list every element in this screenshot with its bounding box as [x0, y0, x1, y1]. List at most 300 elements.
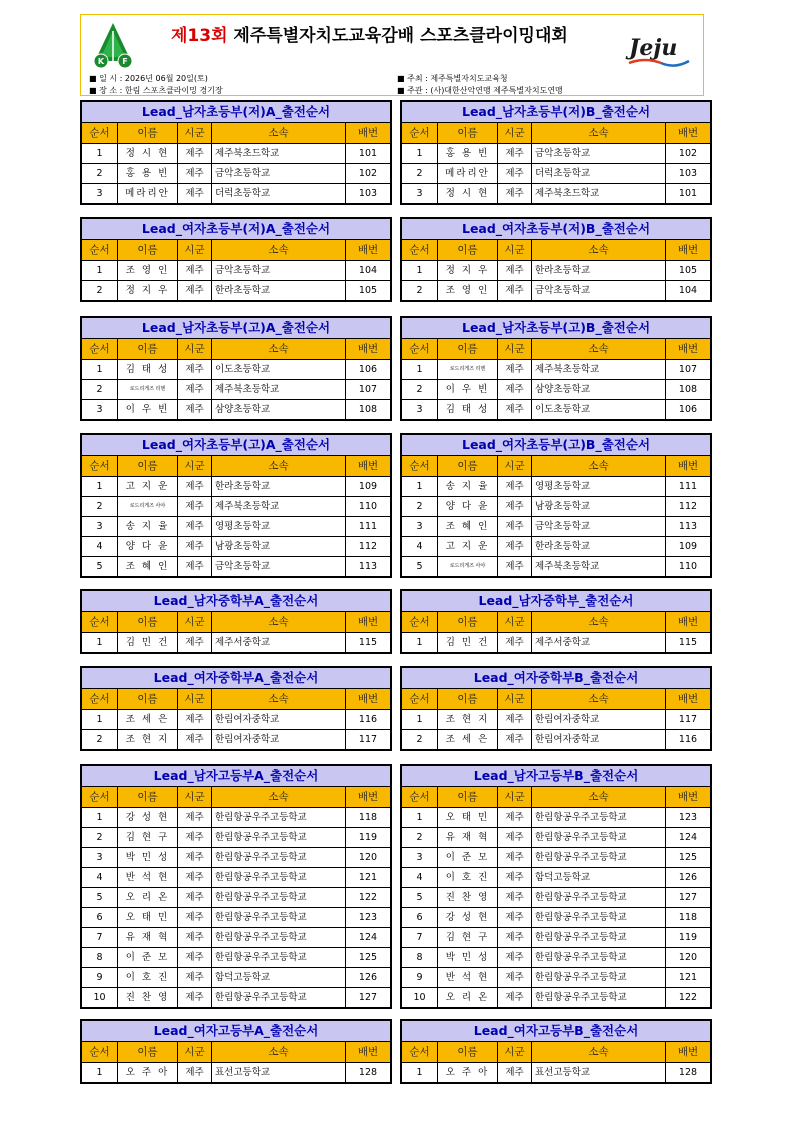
- table-cell: 제주: [178, 710, 212, 729]
- table-cell: 한림항공우주고등학교: [532, 808, 666, 827]
- title-name: 제주특별자치도교육감배 스포츠클라이밍대회: [227, 26, 568, 46]
- table-cell: 2: [402, 730, 438, 749]
- table-cell: 박 민 성: [438, 948, 498, 967]
- table-cell: 표선고등학교: [532, 1063, 666, 1082]
- column-header: 배번: [677, 244, 699, 256]
- table-cell: 제주: [498, 948, 532, 967]
- table-cell: 제주: [178, 948, 212, 967]
- table-cell: 123: [678, 812, 698, 823]
- column-header: 순서: [402, 240, 438, 260]
- column-header: 소속: [532, 689, 666, 709]
- table-cell: 고 지 운: [118, 477, 178, 496]
- table-cell: 한림여자중학교: [212, 730, 346, 749]
- start-order-table: [80, 589, 392, 654]
- table-cell: 오 리 온: [438, 988, 498, 1007]
- table-cell: 113: [678, 521, 698, 532]
- logo-letter-f: F: [122, 57, 128, 66]
- table-cell: 5: [402, 557, 438, 576]
- column-header: 배번: [357, 244, 379, 256]
- column-header: 배번: [677, 693, 699, 705]
- jeju-logo-text: Jeju: [629, 35, 678, 61]
- table-header: [402, 240, 710, 261]
- table-cell: 제주: [498, 888, 532, 907]
- table-cell: 제주: [498, 633, 532, 652]
- table-cell: 111: [678, 481, 698, 492]
- table-cell: 124: [358, 932, 378, 943]
- start-order-table: [400, 316, 712, 421]
- table-cell: 한림항공우주고등학교: [532, 968, 666, 987]
- table-cell: 유 재 혁: [118, 928, 178, 947]
- table-cell: 홍 용 빈: [118, 164, 178, 183]
- table-cell: 한림항공우주고등학교: [532, 908, 666, 927]
- table-cell: 한라초등학교: [212, 477, 346, 496]
- table-cell: 제주: [178, 281, 212, 300]
- column-header: 소속: [532, 612, 666, 632]
- start-order-table: [400, 666, 712, 751]
- start-order-table: [400, 764, 712, 1009]
- table-row: [402, 828, 710, 848]
- column-header: 이름: [118, 689, 178, 709]
- table-cell: 로드리게즈 리헨: [438, 360, 498, 379]
- event-date: ■ 일 시 : 2026년 06월 20일(토): [89, 74, 208, 83]
- table-row: [402, 400, 710, 419]
- table-cell: 6: [402, 908, 438, 927]
- table-cell: 금악초등학교: [212, 164, 346, 183]
- table-cell: 125: [358, 952, 378, 963]
- table-row: [402, 988, 710, 1007]
- table-cell: 조 현 지: [118, 730, 178, 749]
- column-header: 순서: [402, 123, 438, 143]
- table-cell: 105: [678, 265, 698, 276]
- table-cell: 108: [358, 404, 378, 415]
- table-row: [402, 948, 710, 968]
- table-cell: 제주: [498, 968, 532, 987]
- table-cell: 127: [358, 992, 378, 1003]
- table-cell: 1: [402, 1063, 438, 1082]
- column-header: 이름: [438, 1042, 498, 1062]
- table-cell: 2: [82, 281, 118, 300]
- table-row: [82, 968, 390, 988]
- table-cell: 111: [358, 521, 378, 532]
- table-cell: 101: [678, 188, 698, 199]
- table-cell: 함덕고등학교: [532, 868, 666, 887]
- table-row: [402, 968, 710, 988]
- table-row: [82, 477, 390, 497]
- event-venue: ■ 장 소 : 한림 스포츠클라이밍 경기장: [89, 86, 223, 95]
- table-row: [402, 557, 710, 576]
- table-row: [82, 828, 390, 848]
- table-cell: 제주: [498, 868, 532, 887]
- table-title: Lead_여자초등부(고)B_출전순서: [402, 435, 710, 456]
- table-row: [402, 888, 710, 908]
- table-cell: 금악초등학교: [212, 557, 346, 576]
- table-cell: 더럭초등학교: [532, 164, 666, 183]
- table-row: [82, 164, 390, 184]
- table-row: [82, 633, 390, 652]
- table-cell: 1: [402, 477, 438, 496]
- federation-logo-icon: [91, 21, 135, 75]
- table-cell: 조 영 인: [438, 281, 498, 300]
- table-cell: 고 지 운: [438, 537, 498, 556]
- table-cell: 한림항공우주고등학교: [212, 948, 346, 967]
- table-row: [402, 730, 710, 749]
- table-cell: 제주: [178, 968, 212, 987]
- table-cell: 김 태 성: [118, 360, 178, 379]
- table-cell: 106: [358, 364, 378, 375]
- column-header: 배번: [357, 343, 379, 355]
- column-header: 이름: [438, 612, 498, 632]
- table-row: [402, 164, 710, 184]
- table-cell: 3: [82, 517, 118, 536]
- table-cell: 제주: [178, 730, 212, 749]
- table-cell: 제주: [498, 400, 532, 419]
- table-cell: 로드리게즈 리헨: [118, 380, 178, 399]
- table-cell: 한림항공우주고등학교: [532, 888, 666, 907]
- column-header: 순서: [402, 456, 438, 476]
- table-cell: 제주: [498, 908, 532, 927]
- table-cell: 102: [678, 148, 698, 159]
- table-row: [402, 868, 710, 888]
- table-title: Lead_남자중학부_출전순서: [402, 591, 710, 612]
- table-cell: 115: [678, 637, 698, 648]
- column-header: 순서: [82, 787, 118, 807]
- column-header: 시군: [498, 456, 532, 476]
- table-cell: 양 다 윤: [118, 537, 178, 556]
- table-row: [82, 517, 390, 537]
- table-cell: 1: [82, 808, 118, 827]
- table-cell: 제주: [178, 557, 212, 576]
- column-header: 소속: [532, 787, 666, 807]
- table-cell: 2: [402, 281, 438, 300]
- table-cell: 6: [82, 908, 118, 927]
- column-header: 시군: [498, 1042, 532, 1062]
- table-cell: 제주: [498, 144, 532, 163]
- table-cell: 124: [678, 832, 698, 843]
- table-cell: 이도초등학교: [212, 360, 346, 379]
- table-cell: 한림항공우주고등학교: [532, 928, 666, 947]
- column-header: 순서: [402, 787, 438, 807]
- table-cell: 이 우 빈: [118, 400, 178, 419]
- table-cell: 제주: [498, 808, 532, 827]
- table-cell: 이 우 빈: [438, 380, 498, 399]
- table-title: Lead_여자중학부B_출전순서: [402, 668, 710, 689]
- column-header: 소속: [212, 787, 346, 807]
- table-cell: 105: [358, 285, 378, 296]
- table-row: [402, 517, 710, 537]
- table-cell: 더럭초등학교: [212, 184, 346, 203]
- column-header: 시군: [498, 787, 532, 807]
- table-cell: 9: [402, 968, 438, 987]
- table-cell: 2: [82, 497, 118, 516]
- table-cell: 조 세 은: [118, 710, 178, 729]
- table-row: [82, 868, 390, 888]
- table-cell: 2: [82, 730, 118, 749]
- table-cell: 김 현 구: [118, 828, 178, 847]
- table-cell: 1: [82, 360, 118, 379]
- table-cell: 한림항공우주고등학교: [212, 988, 346, 1007]
- column-header: 배번: [677, 1046, 699, 1058]
- table-cell: 107: [678, 364, 698, 375]
- table-cell: 제주: [498, 928, 532, 947]
- table-row: [402, 633, 710, 652]
- table-cell: 3: [82, 184, 118, 203]
- table-row: [82, 908, 390, 928]
- table-cell: 제주: [498, 828, 532, 847]
- table-row: [82, 988, 390, 1007]
- table-cell: 영평초등학교: [212, 517, 346, 536]
- table-row: [402, 477, 710, 497]
- table-cell: 1: [402, 633, 438, 652]
- table-cell: 120: [678, 952, 698, 963]
- start-order-table: [80, 316, 392, 421]
- table-cell: 제주: [178, 868, 212, 887]
- table-title: Lead_남자초등부(고)B_출전순서: [402, 318, 710, 339]
- table-cell: 5: [82, 888, 118, 907]
- table-cell: 104: [358, 265, 378, 276]
- table-header: [402, 456, 710, 477]
- table-cell: 제주: [178, 261, 212, 280]
- title-edition: 제13회: [171, 26, 228, 46]
- table-cell: 한림항공우주고등학교: [532, 988, 666, 1007]
- event-host: ■ 주최 : 제주특별자치도교육청: [397, 74, 508, 83]
- column-header: 소속: [212, 240, 346, 260]
- table-header: [82, 339, 390, 360]
- table-cell: 김 민 건: [118, 633, 178, 652]
- table-cell: 118: [678, 912, 698, 923]
- table-cell: 금악초등학교: [532, 517, 666, 536]
- table-cell: 메라리안: [438, 164, 498, 183]
- column-header: 배번: [677, 343, 699, 355]
- table-cell: 한림항공우주고등학교: [532, 948, 666, 967]
- table-cell: 오 주 아: [118, 1063, 178, 1082]
- table-row: [402, 1063, 710, 1082]
- table-title: Lead_여자중학부A_출전순서: [82, 668, 390, 689]
- table-cell: 7: [82, 928, 118, 947]
- table-title: Lead_남자중학부A_출전순서: [82, 591, 390, 612]
- table-cell: 제주: [498, 517, 532, 536]
- table-row: [82, 360, 390, 380]
- table-cell: 128: [678, 1067, 698, 1078]
- table-header: [82, 787, 390, 808]
- table-cell: 이 준 모: [438, 848, 498, 867]
- table-cell: 제주: [498, 261, 532, 280]
- table-cell: 제주: [498, 710, 532, 729]
- table-cell: 9: [82, 968, 118, 987]
- start-order-table: [80, 1019, 392, 1084]
- table-cell: 조 혜 인: [438, 517, 498, 536]
- table-cell: 제주: [498, 360, 532, 379]
- table-cell: 제주: [178, 477, 212, 496]
- start-order-table: [80, 666, 392, 751]
- table-cell: 제주: [498, 477, 532, 496]
- table-cell: 1: [82, 144, 118, 163]
- table-cell: 2: [82, 828, 118, 847]
- table-cell: 119: [358, 832, 378, 843]
- table-cell: 한라초등학교: [212, 281, 346, 300]
- table-cell: 남광초등학교: [212, 537, 346, 556]
- table-cell: 금악초등학교: [532, 281, 666, 300]
- table-cell: 제주북초등학교: [532, 360, 666, 379]
- table-cell: 1: [402, 360, 438, 379]
- table-cell: 제주: [178, 184, 212, 203]
- table-cell: 2: [402, 497, 438, 516]
- column-header: 배번: [357, 693, 379, 705]
- table-cell: 2: [82, 164, 118, 183]
- start-order-table: [80, 433, 392, 578]
- table-row: [82, 380, 390, 400]
- column-header: 순서: [82, 339, 118, 359]
- table-cell: 1: [82, 261, 118, 280]
- column-header: 이름: [118, 123, 178, 143]
- start-order-table: [400, 100, 712, 205]
- column-header: 소속: [212, 612, 346, 632]
- table-cell: 제주: [178, 928, 212, 947]
- column-header: 시군: [178, 240, 212, 260]
- column-header: 이름: [118, 612, 178, 632]
- column-header: 시군: [498, 339, 532, 359]
- table-cell: 3: [402, 848, 438, 867]
- table-cell: 한림항공우주고등학교: [212, 888, 346, 907]
- table-cell: 이도초등학교: [532, 400, 666, 419]
- column-header: 이름: [118, 1042, 178, 1062]
- table-cell: 103: [358, 188, 378, 199]
- table-cell: 홍 용 빈: [438, 144, 498, 163]
- table-cell: 1: [82, 1063, 118, 1082]
- column-header: 순서: [82, 240, 118, 260]
- column-header: 순서: [82, 1042, 118, 1062]
- table-cell: 한림항공우주고등학교: [212, 928, 346, 947]
- start-order-table: [400, 1019, 712, 1084]
- table-cell: 106: [678, 404, 698, 415]
- table-cell: 117: [358, 734, 378, 745]
- table-cell: 109: [678, 541, 698, 552]
- table-cell: 제주: [178, 497, 212, 516]
- table-header: [82, 123, 390, 144]
- table-cell: 로드리게즈 사야: [118, 497, 178, 516]
- table-cell: 제주: [498, 281, 532, 300]
- column-header: 시군: [178, 612, 212, 632]
- table-cell: 122: [358, 892, 378, 903]
- table-cell: 제주: [498, 848, 532, 867]
- table-row: [82, 537, 390, 557]
- column-header: 배번: [357, 460, 379, 472]
- column-header: 이름: [438, 123, 498, 143]
- table-cell: 3: [402, 517, 438, 536]
- table-title: Lead_여자고등부B_출전순서: [402, 1021, 710, 1042]
- table-cell: 정 지 우: [118, 281, 178, 300]
- column-header: 이름: [438, 689, 498, 709]
- column-header: 시군: [498, 612, 532, 632]
- table-title: Lead_여자고등부A_출전순서: [82, 1021, 390, 1042]
- column-header: 이름: [438, 787, 498, 807]
- table-cell: 제주: [178, 1063, 212, 1082]
- column-header: 소속: [532, 456, 666, 476]
- column-header: 시군: [178, 689, 212, 709]
- table-row: [82, 497, 390, 517]
- table-row: [82, 261, 390, 281]
- column-header: 배번: [357, 791, 379, 803]
- table-cell: 1: [402, 144, 438, 163]
- column-header: 시군: [178, 123, 212, 143]
- table-cell: 제주북초드학교: [212, 144, 346, 163]
- column-header: 이름: [118, 240, 178, 260]
- column-header: 배번: [357, 127, 379, 139]
- table-cell: 박 민 성: [118, 848, 178, 867]
- table-row: [82, 1063, 390, 1082]
- table-cell: 127: [678, 892, 698, 903]
- table-cell: 101: [358, 148, 378, 159]
- table-row: [82, 144, 390, 164]
- column-header: 시군: [178, 456, 212, 476]
- table-cell: 제주: [178, 848, 212, 867]
- table-row: [402, 908, 710, 928]
- table-cell: 진 찬 영: [438, 888, 498, 907]
- column-header: 이름: [438, 240, 498, 260]
- table-row: [402, 710, 710, 730]
- table-cell: 조 현 지: [438, 710, 498, 729]
- table-cell: 조 세 은: [438, 730, 498, 749]
- column-header: 소속: [532, 1042, 666, 1062]
- table-row: [82, 184, 390, 203]
- column-header: 이름: [118, 339, 178, 359]
- table-header: [82, 456, 390, 477]
- table-cell: 110: [358, 501, 378, 512]
- table-cell: 정 지 우: [438, 261, 498, 280]
- table-cell: 1: [402, 808, 438, 827]
- table-cell: 112: [358, 541, 378, 552]
- table-cell: 제주: [498, 497, 532, 516]
- table-cell: 오 태 민: [118, 908, 178, 927]
- table-cell: 이 준 모: [118, 948, 178, 967]
- table-cell: 제주: [178, 380, 212, 399]
- table-row: [82, 710, 390, 730]
- table-cell: 1: [402, 710, 438, 729]
- table-cell: 제주: [178, 400, 212, 419]
- table-title: Lead_여자초등부(저)A_출전순서: [82, 219, 390, 240]
- table-cell: 108: [678, 384, 698, 395]
- column-header: 소속: [532, 123, 666, 143]
- table-cell: 남광초등학교: [532, 497, 666, 516]
- column-header: 순서: [82, 123, 118, 143]
- column-header: 배번: [677, 127, 699, 139]
- page-title: [171, 21, 568, 46]
- table-cell: 8: [82, 948, 118, 967]
- table-row: [82, 848, 390, 868]
- table-cell: 김 민 건: [438, 633, 498, 652]
- table-cell: 7: [402, 928, 438, 947]
- table-cell: 4: [82, 537, 118, 556]
- column-header: 시군: [498, 123, 532, 143]
- table-cell: 제주: [178, 360, 212, 379]
- table-cell: 한림항공우주고등학교: [532, 848, 666, 867]
- table-row: [402, 928, 710, 948]
- table-row: [82, 730, 390, 749]
- table-cell: 118: [358, 812, 378, 823]
- table-cell: 제주: [498, 557, 532, 576]
- table-cell: 103: [678, 168, 698, 179]
- table-cell: 진 찬 영: [118, 988, 178, 1007]
- column-header: 배번: [357, 1046, 379, 1058]
- table-cell: 제주: [178, 808, 212, 827]
- table-header: [402, 612, 710, 633]
- table-cell: 이 호 진: [118, 968, 178, 987]
- table-cell: 10: [402, 988, 438, 1007]
- table-title: Lead_여자초등부(저)B_출전순서: [402, 219, 710, 240]
- table-header: [402, 339, 710, 360]
- table-cell: 5: [82, 557, 118, 576]
- column-header: 소속: [212, 1042, 346, 1062]
- start-order-table: [400, 217, 712, 302]
